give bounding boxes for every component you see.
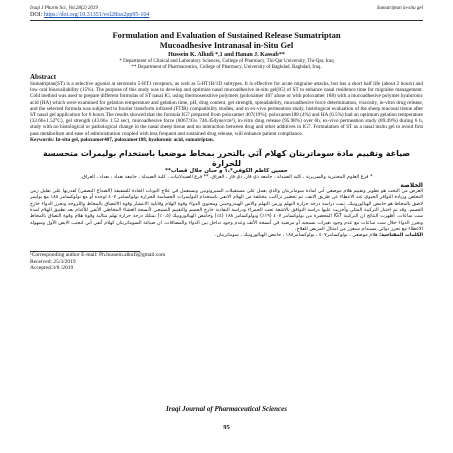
title-line-2: Mucoadhesive Intranasal in-Situ Gel <box>159 40 294 50</box>
arabic-summary-heading: الخلاصة <box>400 182 423 190</box>
header-rule <box>30 20 423 21</box>
arabic-affiliation: * فرع العلوم المختبرية والسريرية ، كلية الصيدلة ، جامعة ذي قار، ذي قار ، العراق. ** فرع الصيدلانيات ، كلية الصيدلة ، جامعة بغداد ، بغداد ، العراق. <box>80 175 373 181</box>
abstract-body: Sumatriptan(ST) is a selective agonist at serotonin 5-HT1 receptors, as well as 5-HT1B/1D subtypes. It is effective for acute migraine attacks, but has a short half life (about 2 hours) and low oral bioavailability (15%). The purpose of this study was to develop and optimize nasal mucoadhesive in-situ gel(IG) of ST to enhance nasal residence time for migraine management. Cold method was used to prepare different formulas of ST nasal IG, using thermosensitive polymers (poloxamer 407 alone or with poloxamer 188) with a mucoadhesive polymer hyaluronic acid (HA) which were examined for gelation temperature and gelation time, pH, drug content, gel strength, spreadability, mucoadhesive force determination, viscosity, in-vitro drug release, and the selected formula was subjected to fourier transform infrared (FTIR) compatibility studies, and to ex-vivo permeation study, histological evaluation of the sheep mucosal tissue after ST nasal gel application for 6 hours.The results showed that the formula IG7 prepared from poloxamer 407(19%), poloxamer188 (4%) and HA (0.5%) had an optimum gelation temperature (32.66±1.52°C), gel strength (43.66± 1.52 sec), mucoadhesive force (8067.93± 746.45dyne/cm²), in-vitro drug release (95.98%) over 6h, ex-vivo permeation study (89.49%) during 6 h, study with no histological or pathological change in the nasal sheep tissue and no interaction between drug and other additives in IG7. Formulation of ST as a nasal insitu gel to avoid first pass metabolism and ease of administration coupled with less frequent and sustained drug release, will enhance patient compliance. <box>30 81 423 137</box>
keywords-line <box>30 137 423 143</box>
arabic-title-line-1: صياغة وتقييم مادة سوماتربتان كهلام آنَي بالتحرر بمخاط موضعيا باستخدام بوليمرات متحسسة <box>42 149 411 159</box>
arabic-keywords-label: الكلمات المفتاحية: <box>379 233 423 239</box>
running-title: Sumatriptan in-situ gel <box>376 6 423 11</box>
arabic-summary-body: الغرض من البحث هو تطوير وتقييم هلام موضعي آني لمادة سوماتربتان والذي يعمل على مستقبلات السيروتونين وتستعمل في علاج النوبات الحادة للشقيقة (الصداع النصفي) لقدرتها على تقليل زمن التخلص وزيادة التوافر الحيوي عند الاعطاء عن طريق الانف. تم تحضير تراكيب مختلفة من الهلام الانفي باستخدام البوليمرات الحساسة للحرارة بولوكسامر ٤٠٧ لوحده أو مع بولوكسامر ١٨٨ مع بوليمر لاصق بالمخاط هو حامض الهيالورونيك. تمت دراسة درجة حرارة التهلم وزمن التهلم والاس الهيدروجيني ومحتوى الدواء وقوة الهلام وقابلية الانتشار وقوة الالتصاق بالمخاط واللزوجة وتحرر الدواء خارج الجسم. وقد تم اختيار التركيبة المثلى وأجريت عليها دراسة التوافق بالاشعة تحت الحمراء ودراسة النفاذية خارج الجسم والتقييم النسيجي لأنسجة الغشاء المخاطي الأنفي للأغنام بعد تطبيق الهلام لمدة ست ساعات. أظهرت النتائج ان التركيبة IG7 المحضرة من بولوكسامر ٤٠٧ (١٩٪) وبولوكسامر ١٨٨ (٤٪) وحامض الهيالورونيك (٠,٥٪) تمتلك درجة حرارة تهلم مثالية وقوة هلام وقوة التصاق بالمخاط وتحرر الدواء خلال ست ساعات مع عدم وجود تغيرات نسيجية أو مرضية في أنسجة الأنف وعدم وجود تداخل بين الدواء والمضافات. ان صياغة السوماتربتان كهلام أنفي آني لتجنب الايض الأول وسهولة الاعطاء مع تحرر دوائي مستدام ستعزز من امتثال المريض للعلاج. <box>30 189 424 232</box>
author-list: Hussein K. Alkufi *,1 and Hanan J. Kassab** <box>168 52 285 58</box>
title-line-1: Formulation and Evaluation of Sustained Release Sumatriptan <box>112 30 341 40</box>
journal-reference: Iraqi J Pharm Sci, Vol.28(2) 2019 <box>30 6 98 11</box>
keywords-label: Keywords: <box>30 136 55 143</box>
arabic-keywords-line <box>30 233 423 239</box>
footer-journal-name: Iraqi Journal of Pharmaceutical Sciences <box>166 405 287 413</box>
affiliation-2: ** Department of Pharmaceutics, College of Pharmacy, University of Baghdad, Baghdad, Iraq. <box>131 65 322 70</box>
footnote-accepted: Accepted:3/8 /2019 <box>30 265 74 272</box>
article-title <box>30 30 423 50</box>
page-number: 95 <box>223 424 230 431</box>
abstract-heading: Abstract <box>30 73 57 81</box>
doi-line <box>30 12 423 19</box>
footnote-corresponding: ¹Corresponding author E-mail: Ph.hussein.alkufi@gmail.com <box>30 252 166 259</box>
doi-label: DOI: <box>30 12 43 18</box>
arabic-title <box>30 149 423 168</box>
affiliation-1: * Department of Clinical and Laboratory Sciences, College of Pharmacy, Thi-Qar University, Thi-Qar, Iraq <box>119 59 334 64</box>
keywords-text: In-situ gel, poloxamer407, poloxamer188, hyaluronic acid, sumatriptan. <box>55 136 215 143</box>
arabic-authors: حسين كاظم الكوفي*،١ و حنان جلال قصاب** <box>165 168 288 175</box>
footnote-received: Received: 25/3/2019 <box>30 258 76 265</box>
arabic-title-line-2: للحرارة <box>211 158 242 168</box>
doi-link[interactable]: https://doi.org/10.31351/vol28iss2pp95-104 <box>43 12 150 18</box>
arabic-keywords-text: هلام موضعي ، بولوكسامر٤٠٧ ، بولوكسامر١٨٨ ، حامض الهيالورونيك ، سوماتربتان. <box>214 233 378 239</box>
